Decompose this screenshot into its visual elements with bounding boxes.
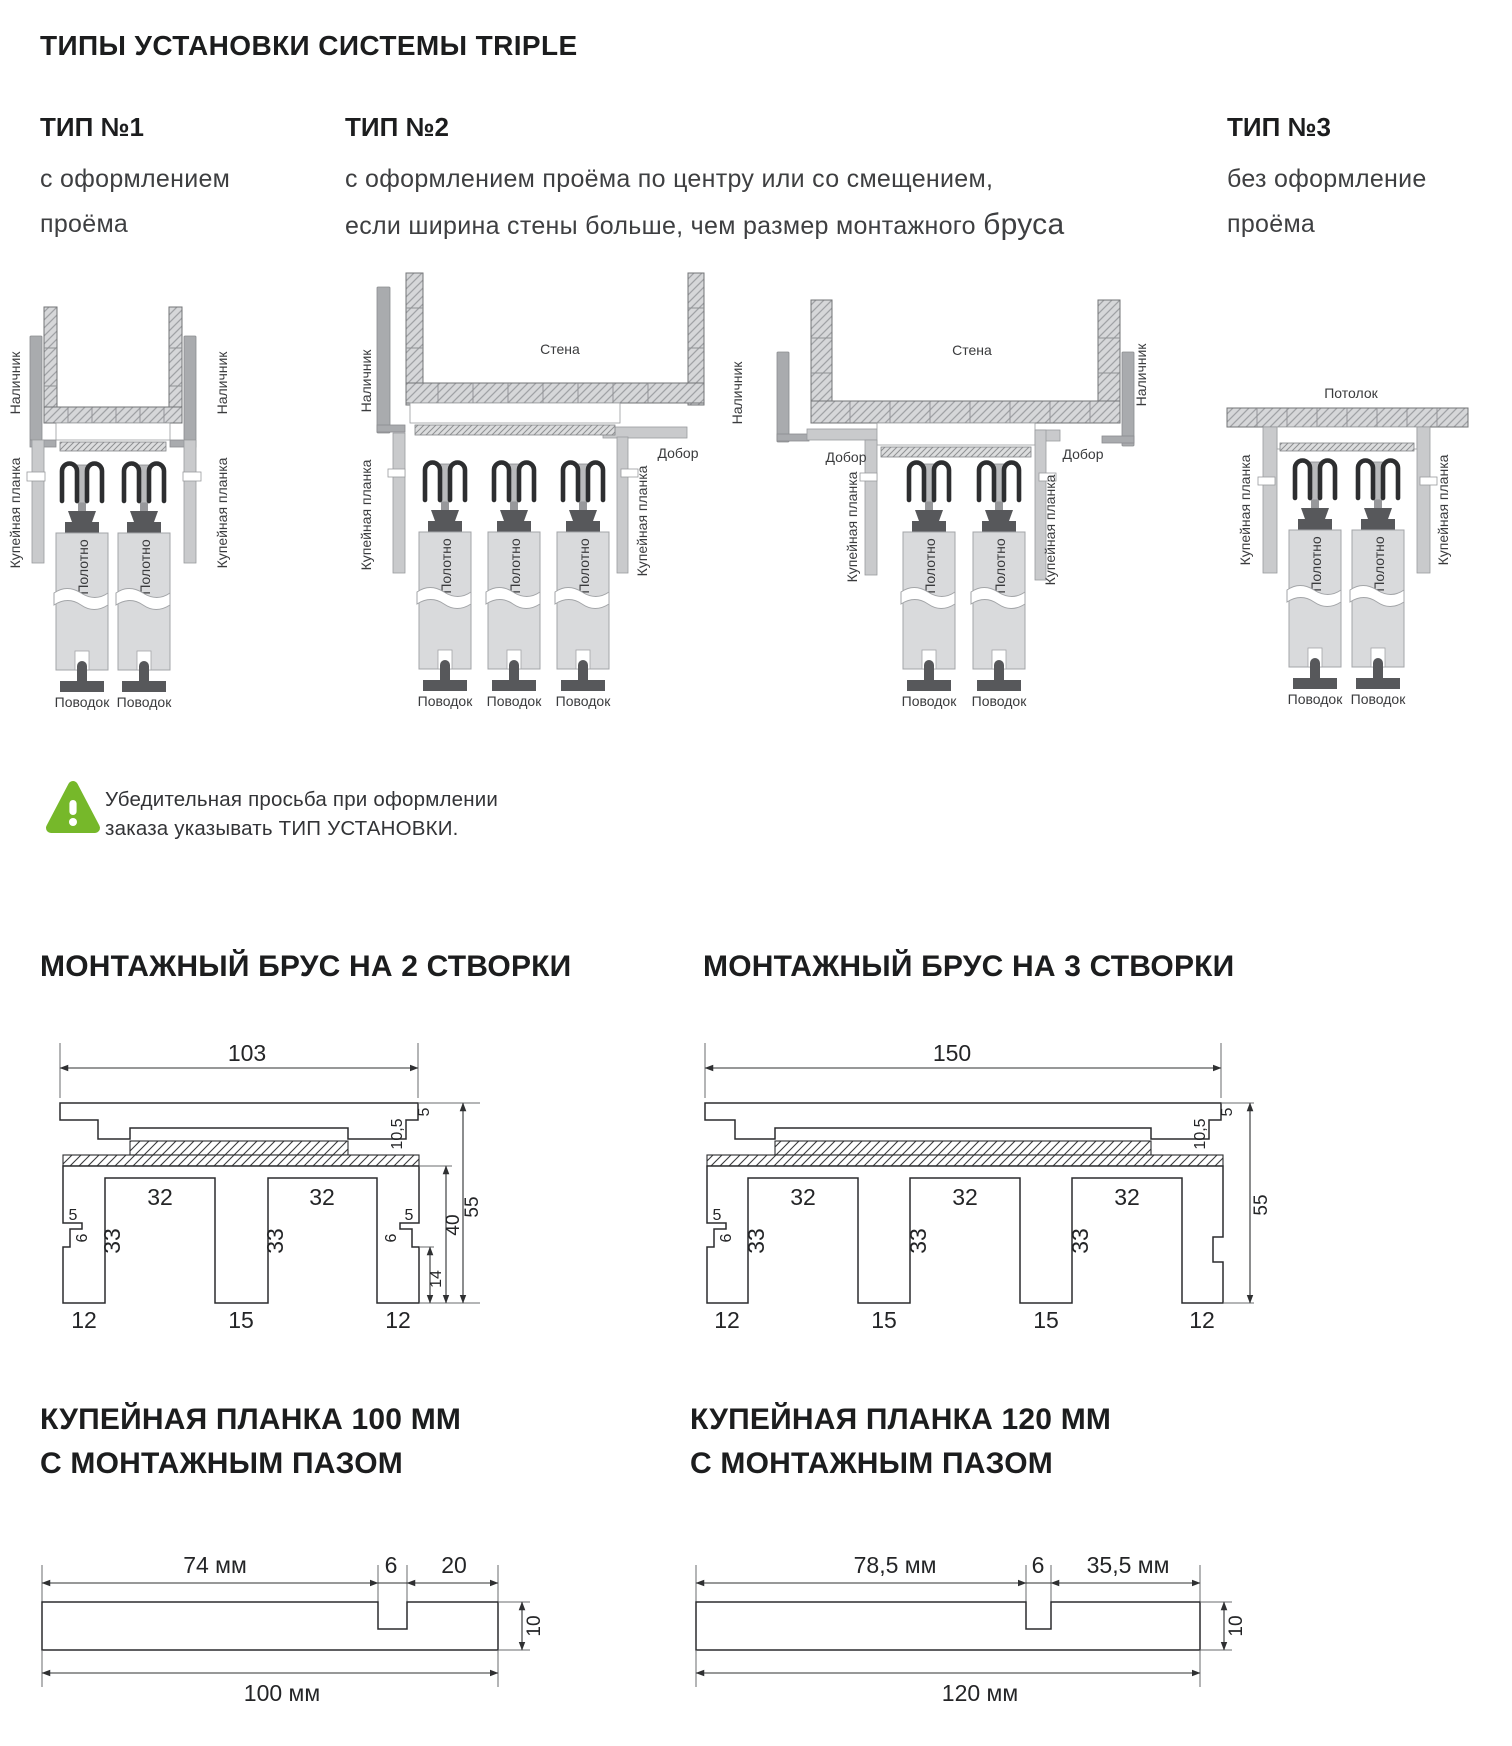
kupe-bar-right (617, 437, 628, 573)
svg-text:32: 32 (1114, 1184, 1140, 1210)
svg-text:14: 14 (428, 1270, 445, 1288)
mount-bar-strip (1280, 443, 1414, 451)
kupe-bar-left (1263, 427, 1277, 573)
kupe-bar-left (393, 433, 405, 573)
svg-text:32: 32 (309, 1184, 335, 1210)
warning-block (46, 778, 100, 847)
svg-text:12: 12 (71, 1307, 97, 1333)
svg-text:33: 33 (743, 1228, 769, 1254)
label-kupe-left: Купейная планка (7, 457, 23, 569)
type-2-desc-emphasis: бруса (983, 208, 1065, 241)
plank-profile (696, 1602, 1200, 1650)
label-kupe-right: Купейная планка (214, 457, 230, 569)
dim-thickness (1200, 1602, 1247, 1650)
svg-text:33: 33 (905, 1228, 931, 1254)
warning-text: Убедительная просьба при оформлении заказа указывать ТИП УСТАНОВКИ. (105, 788, 499, 840)
svg-text:10: 10 (524, 1615, 545, 1637)
label-nalichnik-right: Наличник (214, 351, 230, 415)
track-housing (410, 403, 620, 423)
type-2-heading: ТИП №2 (345, 112, 449, 142)
label-stena: Стена (952, 342, 992, 358)
svg-text:55: 55 (1251, 1194, 1272, 1216)
drawing-brus-3 (690, 1025, 1285, 1337)
warning-icon (46, 778, 100, 842)
dim-right-stack (418, 1103, 483, 1303)
label-dobor-right: Добор (1062, 446, 1104, 462)
hatch-strip-upper (775, 1141, 1151, 1155)
svg-text:100 мм: 100 мм (243, 1680, 321, 1706)
svg-text:5: 5 (404, 1207, 414, 1224)
svg-text:120 мм: 120 мм (941, 1680, 1019, 1706)
dim-thickness (498, 1602, 545, 1650)
track-housing (877, 423, 1035, 445)
svg-text:32: 32 (147, 1184, 173, 1210)
svg-text:5: 5 (68, 1207, 78, 1224)
brus2-heading: МОНТАЖНЫЙ БРУС НА 2 СТВОРКИ (40, 950, 572, 983)
svg-text:10,5: 10,5 (389, 1118, 406, 1150)
label-kupe-right: Купейная планка (634, 465, 650, 577)
type-2-block (345, 112, 1205, 249)
drawing-brus-2 (40, 1025, 530, 1337)
label-dobor-left: Добор (825, 449, 867, 465)
wall-right (169, 307, 182, 423)
label-nalichnik-right: Наличник (1133, 343, 1149, 407)
svg-text:33: 33 (262, 1228, 288, 1254)
svg-text:33: 33 (99, 1228, 125, 1254)
wall-left (44, 307, 57, 423)
label-kupe-left: Купейная планка (358, 459, 374, 571)
svg-text:33: 33 (1067, 1228, 1093, 1254)
svg-text:6: 6 (718, 1233, 735, 1243)
dim-right: 35,5 мм (1086, 1552, 1170, 1578)
label-stena: Стена (540, 341, 580, 357)
svg-text:6: 6 (383, 1233, 400, 1243)
brus3-heading: МОНТАЖНЫЙ БРУС НА 3 СТВОРКИ (703, 950, 1235, 983)
dobor-bar (603, 427, 687, 438)
svg-text:15: 15 (1033, 1307, 1059, 1333)
label-potolok: Потолок (1324, 385, 1378, 401)
type-3-block (1227, 112, 1487, 247)
dim-left: 78,5 мм (853, 1552, 937, 1578)
svg-text:32: 32 (952, 1184, 978, 1210)
wall-band (811, 401, 1120, 423)
exclamation-dot (69, 818, 77, 826)
kupe-bar-right (184, 440, 196, 563)
wall-band (44, 407, 182, 423)
exclamation-bar (69, 800, 76, 815)
casing-left (30, 336, 42, 440)
kupe-bar-left (865, 440, 877, 575)
dim-left: 74 мм (183, 1552, 247, 1578)
casing-left (377, 287, 390, 433)
svg-text:55: 55 (462, 1196, 483, 1218)
track-housing (56, 423, 170, 440)
label-nalichnik-left: Наличник (358, 349, 374, 413)
svg-text:6: 6 (74, 1233, 91, 1243)
label-kupe-right: Купейная планка (1042, 474, 1058, 586)
wall-band (406, 383, 704, 403)
cap-profile (705, 1103, 1221, 1139)
planka120-heading: КУПЕЙНАЯ ПЛАНКА 120 ММ С МОНТАЖНЫМ ПАЗОМ (690, 1403, 1112, 1480)
label-nalichnik-left: Наличник (729, 361, 745, 425)
kupe-bar-left (32, 440, 44, 563)
svg-text:10: 10 (1226, 1615, 1247, 1637)
svg-text:5: 5 (416, 1107, 433, 1117)
svg-text:5: 5 (712, 1207, 722, 1224)
diagram-type-3 (1220, 325, 1480, 745)
dim-right: 20 (441, 1552, 467, 1578)
label-kupe-left: Купейная планка (844, 471, 860, 583)
label-kupe-right: Купейная планка (1435, 454, 1451, 566)
mount-bar-strip (881, 447, 1031, 457)
svg-text:15: 15 (228, 1307, 254, 1333)
dim-total (42, 1650, 498, 1706)
diagram-type-1 (8, 268, 238, 738)
type-3-heading: ТИП №3 (1227, 112, 1331, 142)
casing-left (777, 352, 789, 442)
label-nalichnik-left: Наличник (7, 351, 23, 415)
dim-groove: 6 (384, 1552, 398, 1578)
svg-text:40: 40 (443, 1214, 464, 1236)
hatch-strip-lower (63, 1155, 419, 1166)
type-2-desc: с оформлением проёма по центру или со смещением, если ширина стены больше, чем размер монтажного бруса (345, 165, 1065, 241)
hatch-strip-lower (707, 1155, 1223, 1166)
svg-text:103: 103 (227, 1040, 267, 1066)
dim-groove: 6 (1031, 1552, 1045, 1578)
diagram-type-2-centered (338, 253, 703, 738)
diagram-type-2-offset (695, 253, 1165, 738)
dim-width (60, 1040, 418, 1098)
label-kupe-left: Купейная планка (1237, 454, 1253, 566)
drawing-planka-100 (30, 1545, 560, 1720)
svg-text:150: 150 (932, 1040, 972, 1066)
label-dobor: Добор (657, 445, 699, 461)
svg-text:15: 15 (871, 1307, 897, 1333)
svg-text:12: 12 (385, 1307, 411, 1333)
hatch-strip-upper (130, 1141, 348, 1155)
svg-text:32: 32 (790, 1184, 816, 1210)
kupe-bar-right (1417, 427, 1430, 573)
casing-right (184, 336, 196, 440)
type-3-desc: без оформление проёма (1227, 165, 1427, 238)
mount-bar-strip (415, 425, 615, 435)
dim-total (696, 1650, 1200, 1706)
drawing-planka-120 (685, 1545, 1245, 1720)
dim-height (1221, 1103, 1272, 1303)
dim-width (705, 1040, 1221, 1098)
svg-text:12: 12 (1189, 1307, 1215, 1333)
planka100-heading: КУПЕЙНАЯ ПЛАНКА 100 ММ С МОНТАЖНЫМ ПАЗОМ (40, 1403, 462, 1480)
svg-text:5: 5 (1219, 1107, 1236, 1117)
mount-bar-strip (60, 442, 166, 451)
page-title: ТИПЫ УСТАНОВКИ СИСТЕМЫ TRIPLE (40, 30, 578, 61)
type-1-block (40, 112, 330, 247)
svg-text:10,5: 10,5 (1192, 1118, 1209, 1150)
type-1-desc: с оформлением проёма (40, 165, 231, 238)
type-1-heading: ТИП №1 (40, 112, 144, 142)
cap-profile (60, 1103, 418, 1139)
plank-profile (42, 1602, 498, 1650)
svg-text:12: 12 (714, 1307, 740, 1333)
ceiling (1227, 408, 1468, 427)
